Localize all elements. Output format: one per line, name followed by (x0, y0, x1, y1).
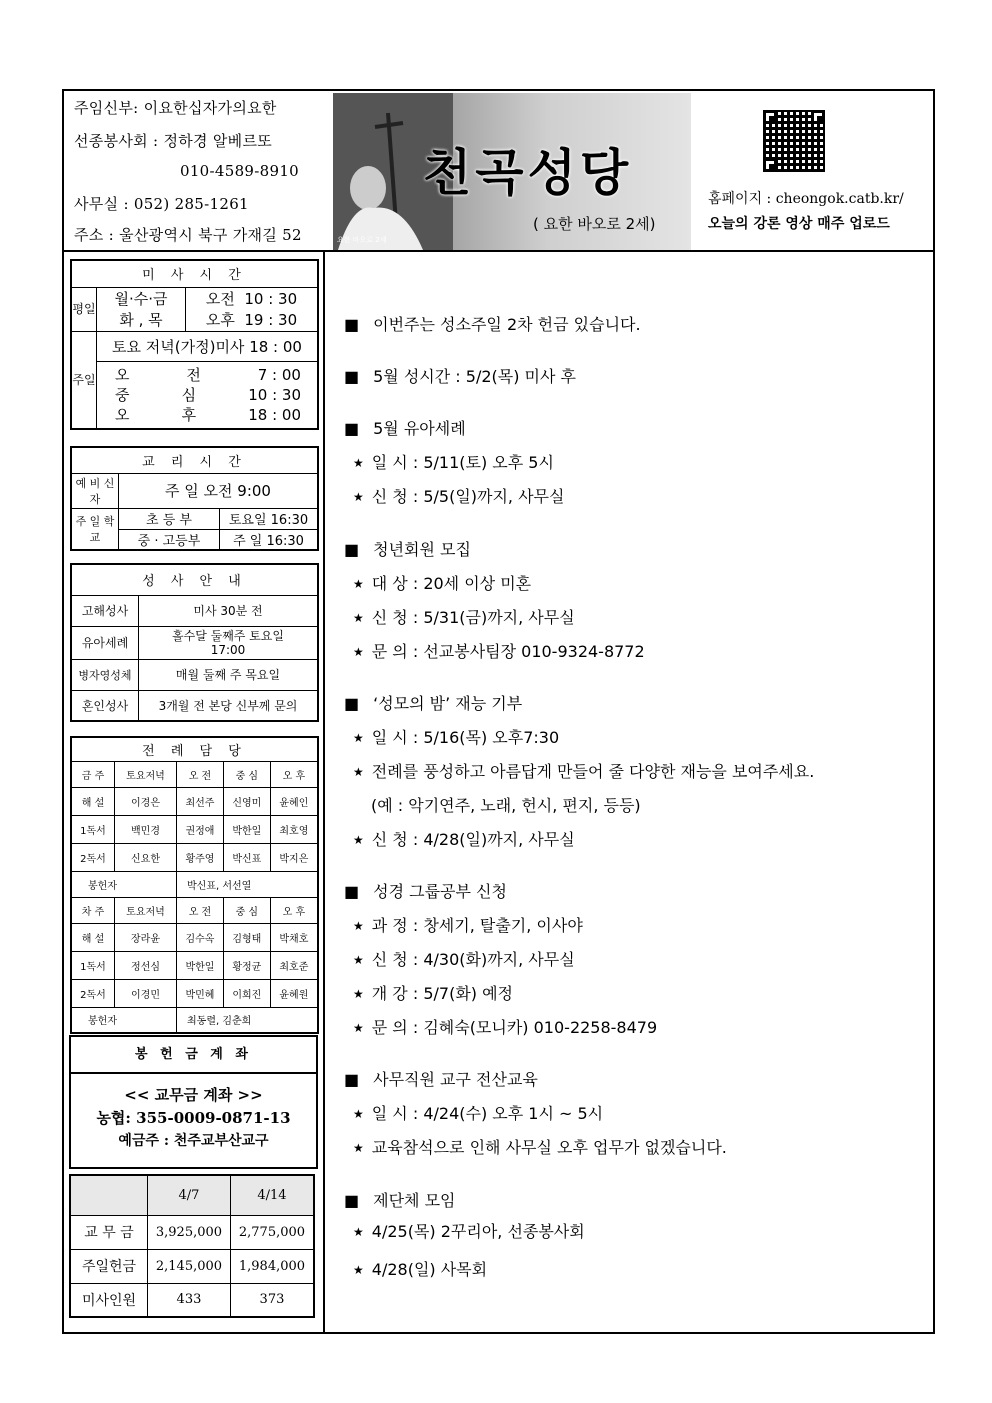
weekday-time: 오전 10 : 30 (186, 287, 319, 309)
sacrament-name: 혼인성사 (71, 690, 139, 721)
sacrament-info: 홀수달 둘째주 토요일 17:00 (139, 626, 319, 659)
column-divider (323, 250, 325, 1334)
notice-detail: ★ 과 정 : 창세기, 탈출기, 이사야 (353, 916, 583, 935)
notice-heading: ■ 제단체 모임 (344, 1188, 456, 1211)
offering-date: 4/14 (230, 1175, 314, 1215)
address: 주소 : 울산광역시 북구 가재길 52 (74, 226, 302, 244)
liturgy-week1-header: 금 주 토요저녁 오 전 중 심 오 후 (71, 761, 318, 787)
catechism-table (70, 446, 319, 551)
saturday-evening-mass: 토요 저녁(가정)미사 18 : 00 (97, 331, 319, 361)
banner-caption: 요한 바오로 2세 (337, 236, 387, 244)
office-phone: 사무실 : 052) 285-1261 (74, 195, 249, 213)
upload-note: 오늘의 강론 영상 매주 업로드 (708, 216, 890, 232)
offering-table (69, 1174, 315, 1318)
notice-detail: ★ 대 상 : 20세 이상 미혼 (353, 574, 532, 593)
notice-detail: ★ 교육참석으로 인해 사무실 오후 업무가 없겠습니다. (353, 1138, 727, 1157)
header-divider (62, 250, 935, 252)
weekday-label: 평일 (71, 287, 97, 331)
sacrament-name: 유아세례 (71, 626, 139, 659)
catechumen-label: 예 비 신 자 (71, 473, 119, 508)
notice-heading: ■ 이번주는 성소주일 2차 헌금 있습니다. (344, 312, 641, 335)
table-row: 2독서 신요한 황주영 박신표 박지은 (71, 843, 318, 871)
school-time: 주 일 16:30 (220, 529, 319, 550)
account-number: 농협: 355-0009-0871-13 (96, 1109, 291, 1127)
notice-heading: ■ ‘성모의 밤’ 재능 기부 (344, 691, 522, 714)
table-row: 미사인원 433 373 (70, 1283, 314, 1317)
notice-heading: ■ 5월 성시간 : 5/2(목) 미사 후 (344, 364, 576, 387)
sacrament-name: 고해성사 (71, 595, 139, 626)
table-row: 봉헌자 최동렬, 김춘희 (71, 1007, 318, 1033)
notice-detail: ★ 일 시 : 4/24(수) 오후 1시 ~ 5시 (353, 1104, 604, 1123)
sacrament-info: 미사 30분 전 (139, 595, 319, 626)
catechism-title: 교 리 시 간 (71, 447, 318, 473)
church-name: 천곡성당 (423, 144, 633, 202)
notice-heading: ■ 성경 그룹공부 신청 (344, 879, 507, 902)
notice-detail: ★ 신 청 : 4/30(화)까지, 사무실 (353, 950, 575, 969)
school-time: 토요일 16:30 (220, 508, 319, 529)
sacrament-name: 병자영성체 (71, 659, 139, 690)
offering-corner (70, 1175, 148, 1215)
weekday-days: 화 , 목 (97, 309, 186, 331)
notice-detail: ★ 문 의 : 선교봉사팀장 010-9324-8772 (353, 642, 645, 661)
notice-detail: ★ 4/28(일) 사목회 (353, 1260, 488, 1279)
sacraments-title: 성 사 안 내 (71, 564, 318, 595)
council-phone: 010-4589-8910 (180, 162, 300, 180)
table-row: 1독서 정선심 박한일 황정균 최호준 (71, 951, 318, 979)
notice-detail: ★ 신 청 : 5/5(일)까지, 사무실 (353, 487, 565, 506)
account-box (69, 1035, 318, 1169)
table-row: 1독서 백민경 권정애 박한일 최호영 (71, 815, 318, 843)
sunday-label: 주일 (71, 331, 97, 429)
sunday-school-label: 주 일 학 교 (71, 508, 119, 550)
liturgy-title: 전 례 담 당 (71, 737, 318, 761)
account-holder: 예금주 : 천주교부산교구 (118, 1133, 269, 1149)
notice-detail: ★ 일 시 : 5/11(토) 오후 5시 (353, 453, 554, 472)
table-row: 해 설 이경은 최선주 신영미 윤혜인 (71, 787, 318, 815)
qr-code-icon[interactable] (763, 110, 825, 172)
church-subtitle: ( 요한 바오로 2세) (533, 215, 656, 233)
account-heading: << 교무금 계좌 >> (124, 1086, 263, 1104)
sunday-masses: 오 전 7 : 00 중 심 10 : 30 오 후 18 : 00 (97, 361, 319, 429)
notice-heading: ■ 청년회원 모집 (344, 537, 471, 560)
school-group: 중 · 고등부 (119, 529, 220, 550)
school-group: 초 등 부 (119, 508, 220, 529)
notice-heading: ■ 사무직원 교구 전산교육 (344, 1067, 538, 1090)
table-row: 주일헌금 2,145,000 1,984,000 (70, 1249, 314, 1283)
offering-date: 4/7 (148, 1175, 231, 1215)
mass-title: 미 사 시 간 (71, 260, 318, 287)
council-info: 선종봉사회 : 정하경 알베르또 (74, 132, 273, 150)
notice-detail: ★ 4/25(목) 2꾸리아, 선종봉사회 (353, 1222, 585, 1241)
notice-heading: ■ 5월 유아세례 (344, 416, 466, 439)
table-row: 해 설 장라윤 김수옥 김형태 박채호 (71, 923, 318, 951)
table-row: 봉헌자 박신표, 서선열 (71, 871, 318, 897)
notice-detail: ★ 문 의 : 김혜숙(모니카) 010-2258-8479 (353, 1018, 658, 1037)
notice-detail: ★ 신 청 : 4/28(일)까지, 사무실 (353, 830, 575, 849)
weekday-days: 월·수·금 (97, 287, 186, 309)
weekday-time: 오후 19 : 30 (186, 309, 319, 331)
notice-detail: ★ 개 강 : 5/7(화) 예정 (353, 984, 514, 1003)
sacrament-info: 매월 둘째 주 목요일 (139, 659, 319, 690)
homepage-link[interactable]: 홈페이지 : cheongok.catb.kr/ (708, 191, 904, 207)
notice-detail: ★ 신 청 : 5/31(금)까지, 사무실 (353, 608, 575, 627)
table-row: 2독서 이경민 박민혜 이희진 윤혜원 (71, 979, 318, 1007)
table-row: 교 무 금 3,925,000 2,775,000 (70, 1215, 314, 1249)
catechumen-time: 주 일 오전 9:00 (119, 473, 319, 508)
pastor-info: 주임신부: 이요한십자가의요한 (74, 99, 277, 117)
notice-detail: (예 : 악기연주, 노래, 헌시, 편지, 등등) (371, 796, 641, 815)
notice-detail: ★ 일 시 : 5/16(목) 오후7:30 (353, 728, 560, 747)
sacrament-info: 3개월 전 본당 신부께 문의 (139, 690, 319, 721)
sacraments-table (70, 563, 319, 722)
mass-times-table (70, 259, 319, 430)
account-title: 봉 헌 금 계 좌 (71, 1037, 316, 1074)
church-banner (333, 93, 691, 250)
notice-detail: ★ 전례를 풍성하고 아름답게 만들어 줄 다양한 재능을 보여주세요. (353, 762, 815, 781)
liturgy-week2-header: 차 주 토요저녁 오 전 중 심 오 후 (71, 897, 318, 923)
liturgy-table (70, 736, 319, 1034)
